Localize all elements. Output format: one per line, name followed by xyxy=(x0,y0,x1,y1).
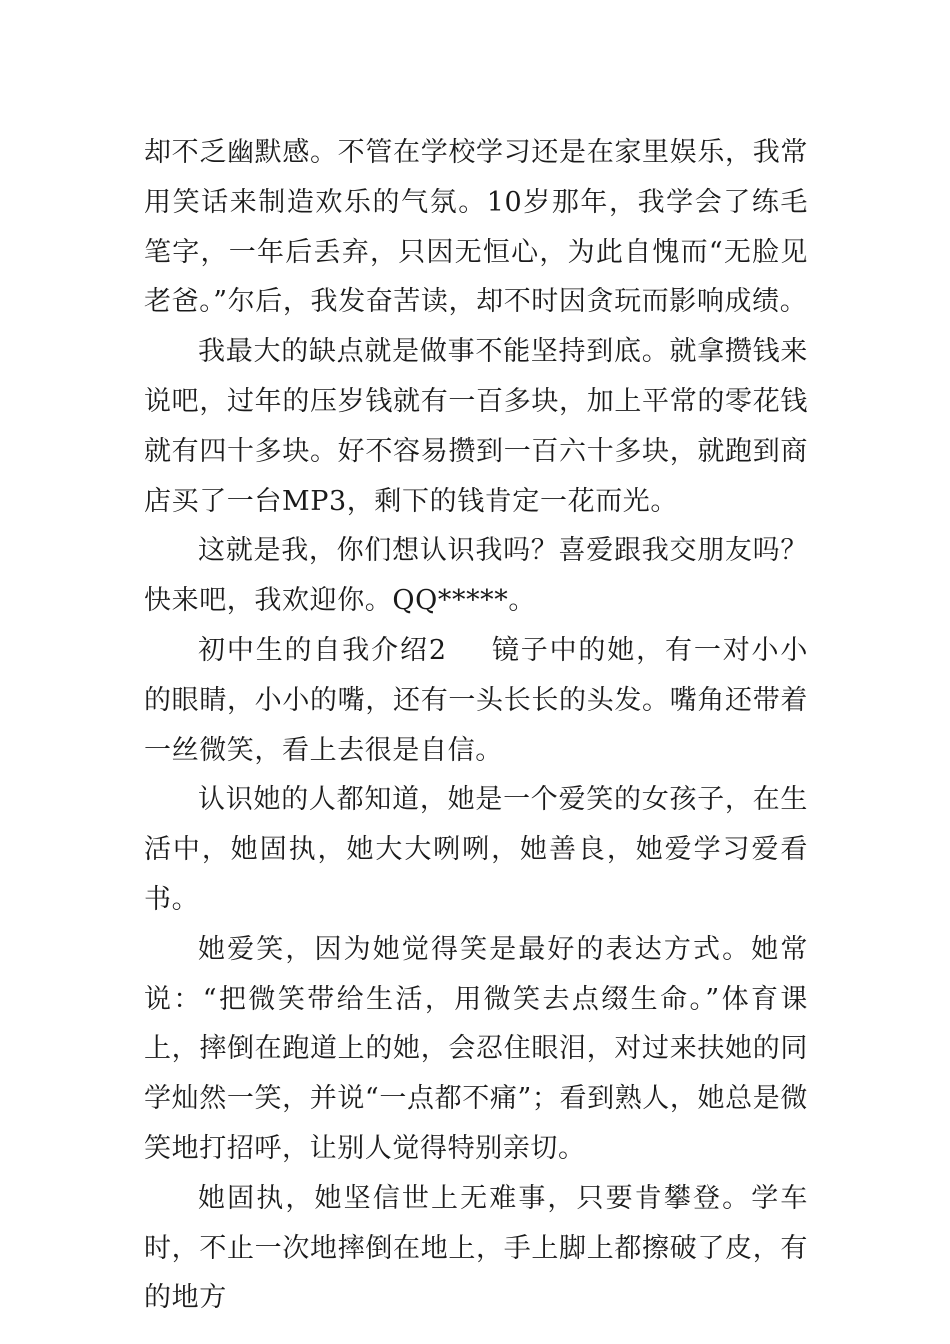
paragraph-7: 她固执，她坚信世上无难事，只要肯攀登。学车时，不止一次地摔倒在地上，手上脚上都擦破了皮，有的地方 xyxy=(144,1182,808,1314)
paragraph-1: 却不乏幽默感。不管在学校学习还是在家里娱乐，我常用笑话来制造欢乐的气氛。10岁那年，我学会了练毛笔字，一年后丢弃，只因无恒心，为此自愧而“无脸见老爸。”尔后，我发奋苦读，却不时因贪玩而影响成绩。 xyxy=(144,137,808,318)
section-heading: 初中生的自我介绍2 xyxy=(198,634,447,666)
paragraph-5: 认识她的人都知道，她是一个爱笑的女孩子，在生活中，她固执，她大大咧咧，她善良，她爱学习爱看书。 xyxy=(144,784,808,915)
paragraph-4-text: 镜子中的她，有一对小小的眼睛，小小的嘴，还有一头长长的头发。嘴角还带着一丝微笑，看上去很是自信。 xyxy=(144,634,808,766)
document-body xyxy=(144,128,808,1323)
paragraph-6: 她爱笑，因为她觉得笑是最好的表达方式。她常说：“把微笑带给生活，用微笑去点缀生命。”体育课上，摔倒在跑道上的她，会忍住眼泪，对过来扶她的同学灿然一笑，并说“一点都不痛”；看到熟人，她总是微笑地打招呼，让别人觉得特别亲切。 xyxy=(144,933,808,1164)
paragraph-2: 我最大的缺点就是做事不能坚持到底。就拿攒钱来说吧，过年的压岁钱就有一百多块，加上平常的零花钱就有四十多块。好不容易攒到一百六十多块，就跑到商店买了一台MP3，剩下的钱肯定一花而光。 xyxy=(144,336,808,517)
paragraph-4 xyxy=(144,626,808,775)
paragraph-3: 这就是我，你们想认识我吗？喜爱跟我交朋友吗？快来吧，我欢迎你。QQ*****。 xyxy=(144,535,808,617)
